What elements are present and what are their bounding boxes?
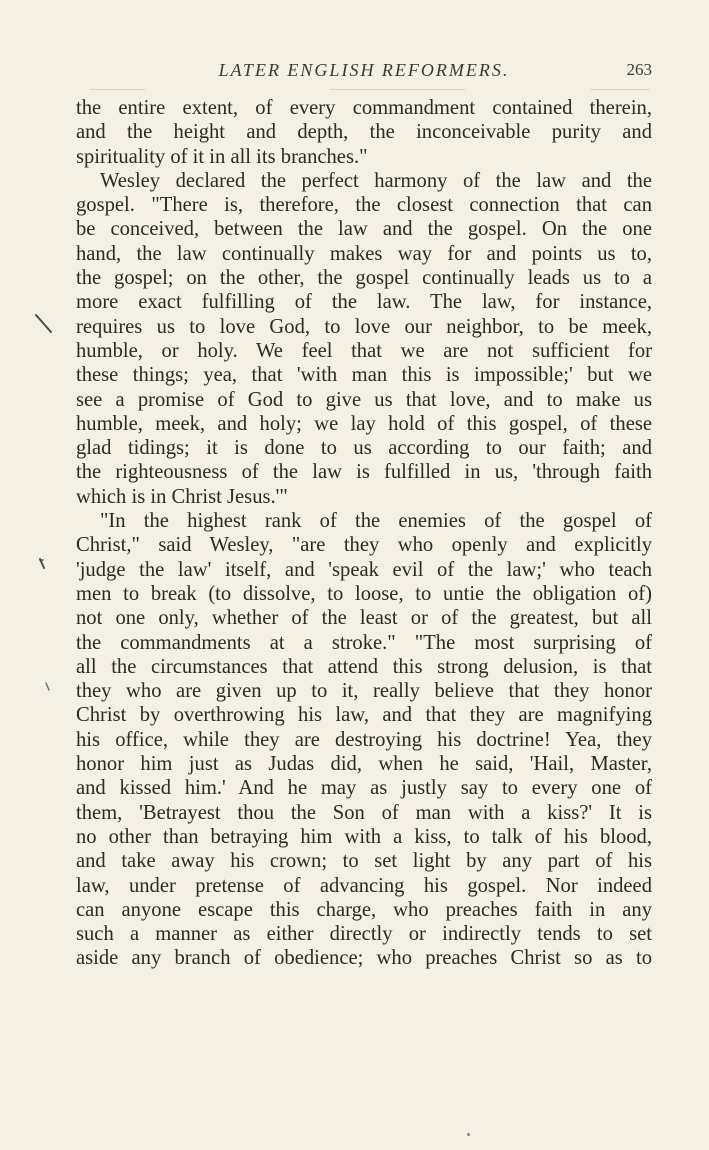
running-title: LATER ENGLISH REFORMERS. bbox=[218, 60, 510, 80]
paper-speck bbox=[467, 1133, 470, 1136]
text-line: "In the highest rank of the enemies of the gospel of bbox=[100, 510, 652, 533]
text-line: law, under pretense of advancing his gospel. Nor indeed bbox=[76, 874, 652, 897]
text-line: them, 'Betrayest thou the Son of man with a kiss?' It is bbox=[76, 801, 652, 824]
text-line: the gospel; on the other, the gospel continually leads us to a bbox=[76, 267, 652, 290]
running-header bbox=[76, 60, 652, 82]
text-line: no other than betraying him with a kiss, to talk of his blood, bbox=[76, 825, 652, 848]
text-line: not one only, whether of the least or of the greatest, but all bbox=[76, 607, 652, 630]
text-line: can anyone escape this charge, who preaches faith in any bbox=[76, 898, 652, 921]
text-line: aside any branch of obedience; who preaches Christ so as to bbox=[76, 947, 652, 970]
text-line: see a promise of God to give us that love, and to make us bbox=[76, 388, 652, 411]
text-line: and take away his crown; to set light by any part of his bbox=[76, 850, 652, 873]
text-line: honor him just as Judas did, when he said, 'Hail, Master, bbox=[76, 753, 652, 776]
page-number: 263 bbox=[626, 60, 652, 79]
text-line: spirituality of it in all its branches." bbox=[76, 145, 368, 168]
text-line: such a manner as either directly or indirectly tends to set bbox=[76, 923, 652, 946]
margin-pencil-mark-3 bbox=[44, 681, 52, 693]
text-line: the righteousness of the law is fulfilled in us, 'through faith bbox=[76, 461, 652, 484]
text-line: Wesley declared the perfect harmony of the law and the bbox=[100, 169, 652, 192]
text-line: the commandments at a stroke." "The most surprising of bbox=[76, 631, 652, 654]
text-line: and the height and depth, the inconceivable purity and bbox=[76, 121, 652, 144]
text-line: they who are given up to it, really believe that they honor bbox=[76, 680, 652, 703]
margin-pencil-mark-1 bbox=[34, 313, 54, 335]
text-line: be conceived, between the law and the gospel. On the one bbox=[76, 218, 652, 241]
text-line: gospel. "There is, therefore, the closest connection that can bbox=[76, 194, 652, 217]
text-line: hand, the law continually makes way for and points us to, bbox=[76, 242, 652, 265]
text-line: humble, or holy. We feel that we are not sufficient for bbox=[76, 339, 652, 362]
text-line: the entire extent, of every commandment contained therein, bbox=[76, 97, 652, 119]
header-rule-middle bbox=[330, 89, 465, 90]
text-line: his office, while they are destroying his doctrine! Yea, they bbox=[76, 728, 652, 751]
text-line: which is in Christ Jesus.'" bbox=[76, 485, 288, 508]
margin-pencil-mark-2 bbox=[38, 557, 48, 571]
text-line: 'judge the law' itself, and 'speak evil of the law;' who teach bbox=[76, 558, 652, 581]
text-line: Christ by overthrowing his law, and that they are magnifying bbox=[76, 704, 652, 727]
text-line: Christ," said Wesley, "are they who openly and explicitly bbox=[76, 534, 652, 557]
text-line: humble, meek, and holy; we lay hold of this gospel, of these bbox=[76, 412, 652, 435]
header-rule-left bbox=[90, 89, 145, 90]
text-line: these things; yea, that 'with man this is impossible;' but we bbox=[76, 364, 652, 387]
text-line: more exact fulfilling of the law. The law, for instance, bbox=[76, 291, 652, 314]
text-line: requires us to love God, to love our neighbor, to be meek, bbox=[76, 315, 652, 338]
header-rule-right bbox=[590, 89, 650, 90]
text-line: and kissed him.' And he may as justly say to every one of bbox=[76, 777, 652, 800]
page-body-text bbox=[76, 96, 652, 971]
text-line: all the circumstances that attend this strong delusion, is that bbox=[76, 655, 652, 678]
text-line: glad tidings; it is done to us according to our faith; and bbox=[76, 437, 652, 460]
text-line: men to break (to dissolve, to loose, to untie the obligation of) bbox=[76, 582, 652, 605]
